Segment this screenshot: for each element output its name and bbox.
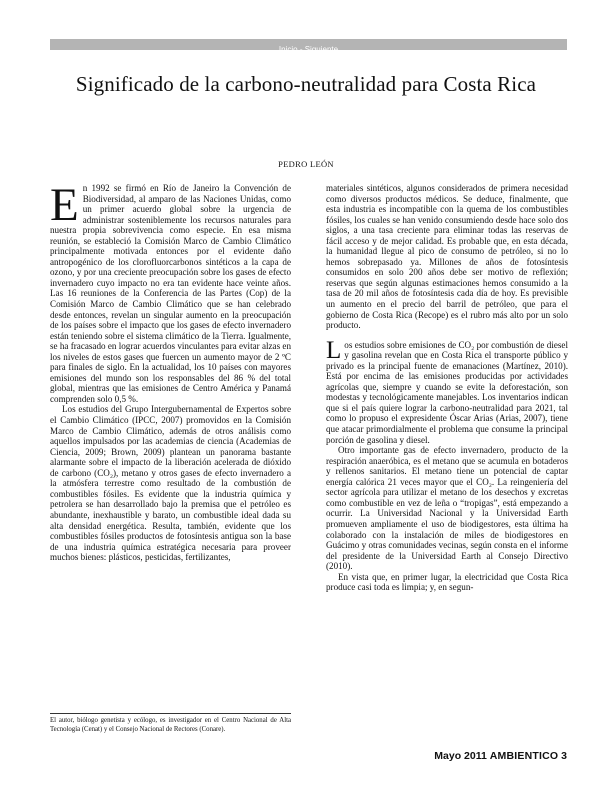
drop-cap-e: E [50, 179, 79, 231]
author-last-name-rest: EÓN [315, 159, 334, 169]
nav-link-siguiente[interactable]: Siguiente [304, 45, 339, 54]
right-paragraph-1: materiales sintéticos, algunos considerados de primera necesidad como diversos productos médicos. Se deduce, finalmente, que esta industria es incompatible con la quema de los combustibles fósiles, los cuales se han venido consumiendo desde hace solo dos siglos, a una tasa creciente para eliminar todas las reservas de fácil acceso y de mejor calidad. Es probable que, en esta década, la humanidad llegue al pico de consumo de petróleo, si no lo hemos sobrepasado ya. Millones de años de fotosíntesis consumidos en solo 200 años debe ser motivo de reflexión; reservas que según algunas estimaciones hemos consumido a la tasa de 20 mil años de fotosíntesis cada día de hoy. Es previsible un aumento en el precio del barril de petróleo, que para el gobierno de Costa Rica (Recope) es el rubro más alto por un solo producto. [326, 183, 568, 331]
author-initial: P [278, 159, 284, 169]
nav-separator: - [297, 45, 305, 54]
right-paragraph-3: Otro importante gas de efecto invernadero, producto de la respiración anaeróbica, es el metano que se acumula en botaderos y rellenos sanitarios. El metano tiene un potencial de captar energía calórica 21 veces mayor que el CO₂. La reingeniería del sector agrícola para utilizar el metano de los desechos y excretas como combustible en vez de leña o “tropigas”, está empezando a ocurrir. La Universidad Nacional y la Universidad Earth promueven ampliamente el uso de biodigestores, esta última ha colaborado con la instalación de miles de biodigestores en Guácimo y otras comunidades vecinas, según consta en el informe del presidente de la Universidad Earth al Consejo Directivo (2010). [326, 445, 568, 572]
magazine-name: AMBIENTICO [489, 750, 559, 762]
left-paragraph-2: Los estudios del Grupo Intergubernamental de Expertos sobre el Cambio Climático (IPCC, 2007) promovidos en la Comisión Marco de Cambio Climático, además de otros análisis como aquellos impulsados por las academias de ciencia (Academias de Ciencia, 2009; Brown, 2009) plantean un panorama bastante alarmante sobre el impacto de la liberación acelerada de dióxido de carbono (CO₂), metano y otros gases de efecto invernadero a la atmósfera terrestre como resultado de la combustión de combustibles fósiles. Es evidente que la industria química y petrolera se han desarrollado bajo la premisa que el petróleo es abundante, inexhaustible y barato, un combustible ideal dada su alta densidad energética. Resulta, también, evidente que los combustibles fósiles productos de fotosíntesis antigua son la base de una industria química estratégica necesaria para proveer muchos bienes: plásticos, pesticidas, fertilizantes, [50, 404, 291, 563]
issue-date: Mayo 2011 [434, 750, 487, 762]
page-footer [434, 750, 567, 762]
left-column [50, 179, 291, 563]
nav-link-inicio[interactable]: Inicio [278, 45, 298, 54]
right-paragraph-4: En vista que, en primer lugar, la electricidad que Costa Rica produce casi toda es limpia; y, en segun- [326, 571, 568, 593]
right-paragraph-2-text: os estudios sobre emisiones de CO₂ por combustión de diesel y gasolina revelan que en Costa Rica el transporte público y privado es la principal fuente de emanaciones (Martínez, 2010). Está por encima de las emisiones producidas por actividades agrícolas que, siempre y cuando se evite la deforestación, son modestas y tecnológicamente manejables. Los inventarios indican que si el país quiere lograr la carbono-neutralidad para 2021, tal como lo propuso el expresidente Óscar Arias (Arias, 2007), tiene que atacar primordialmente el problema que consume la principal porción de gasolina y diesel. [326, 339, 568, 445]
article-title: Significado de la carbono-neutralidad para Costa Rica [75, 72, 537, 96]
author-last-initial: L [309, 159, 316, 169]
navigation-bar [50, 39, 567, 54]
drop-cap-l: L [326, 336, 342, 364]
footnote-divider [50, 713, 291, 714]
left-paragraph-1 [50, 179, 291, 404]
right-paragraph-2 [326, 336, 568, 445]
author-footnote: El autor, biólogo genetista y ecólogo, es investigador en el Centro Nacional de Alta Tecnología (Cenat) y el Consejo Nacional de Rectores (Conare). [50, 717, 291, 733]
right-column [326, 183, 568, 593]
author-first-name-rest: EDRO [283, 159, 308, 169]
article-author [0, 159, 612, 169]
page-number: 3 [561, 750, 567, 762]
left-paragraph-1-text: n 1992 se firmó en Río de Janeiro la Convención de Biodiversidad, al amparo de las Naciones Unidas, como un primer acuerdo global sobre la urgencia de administrar sosteniblemente los recursos naturales para nuestra propia sobrevivencia como especie. En esa misma reunión, se estableció la Comisión Marco de Cambio Climático principalmente motivada entonces por el evidente daño antropogénico de los clorofluorcarbonos sintéticos a la capa de ozono, y por una creciente preocupación sobre los gases de efecto invernadero cuyo impacto no era tan evidente hace veinte años. Las 16 reuniones de la Conferencia de las Partes (Cop) de la Comisión Marco de Cambio Climático que se han celebrado desde entonces, revelan un singular aumento en la preocupación de los países sobre el impacto que los gases de efecto invernadero están teniendo sobre el sistema climático de la Tierra. Igualmente, se ha fracasado en lograr acuerdos vinculantes para evitar alzas en los niveles de estos gases que fuercen un aumento mayor de 2 ºC para finales de siglo. En la actualidad, los 10 países con mayores emisiones del mundo son los responsables del 86 % del total global, mientras que las emisiones de Centro América y Panamá comprenden solo 0,5 %. [50, 183, 291, 404]
